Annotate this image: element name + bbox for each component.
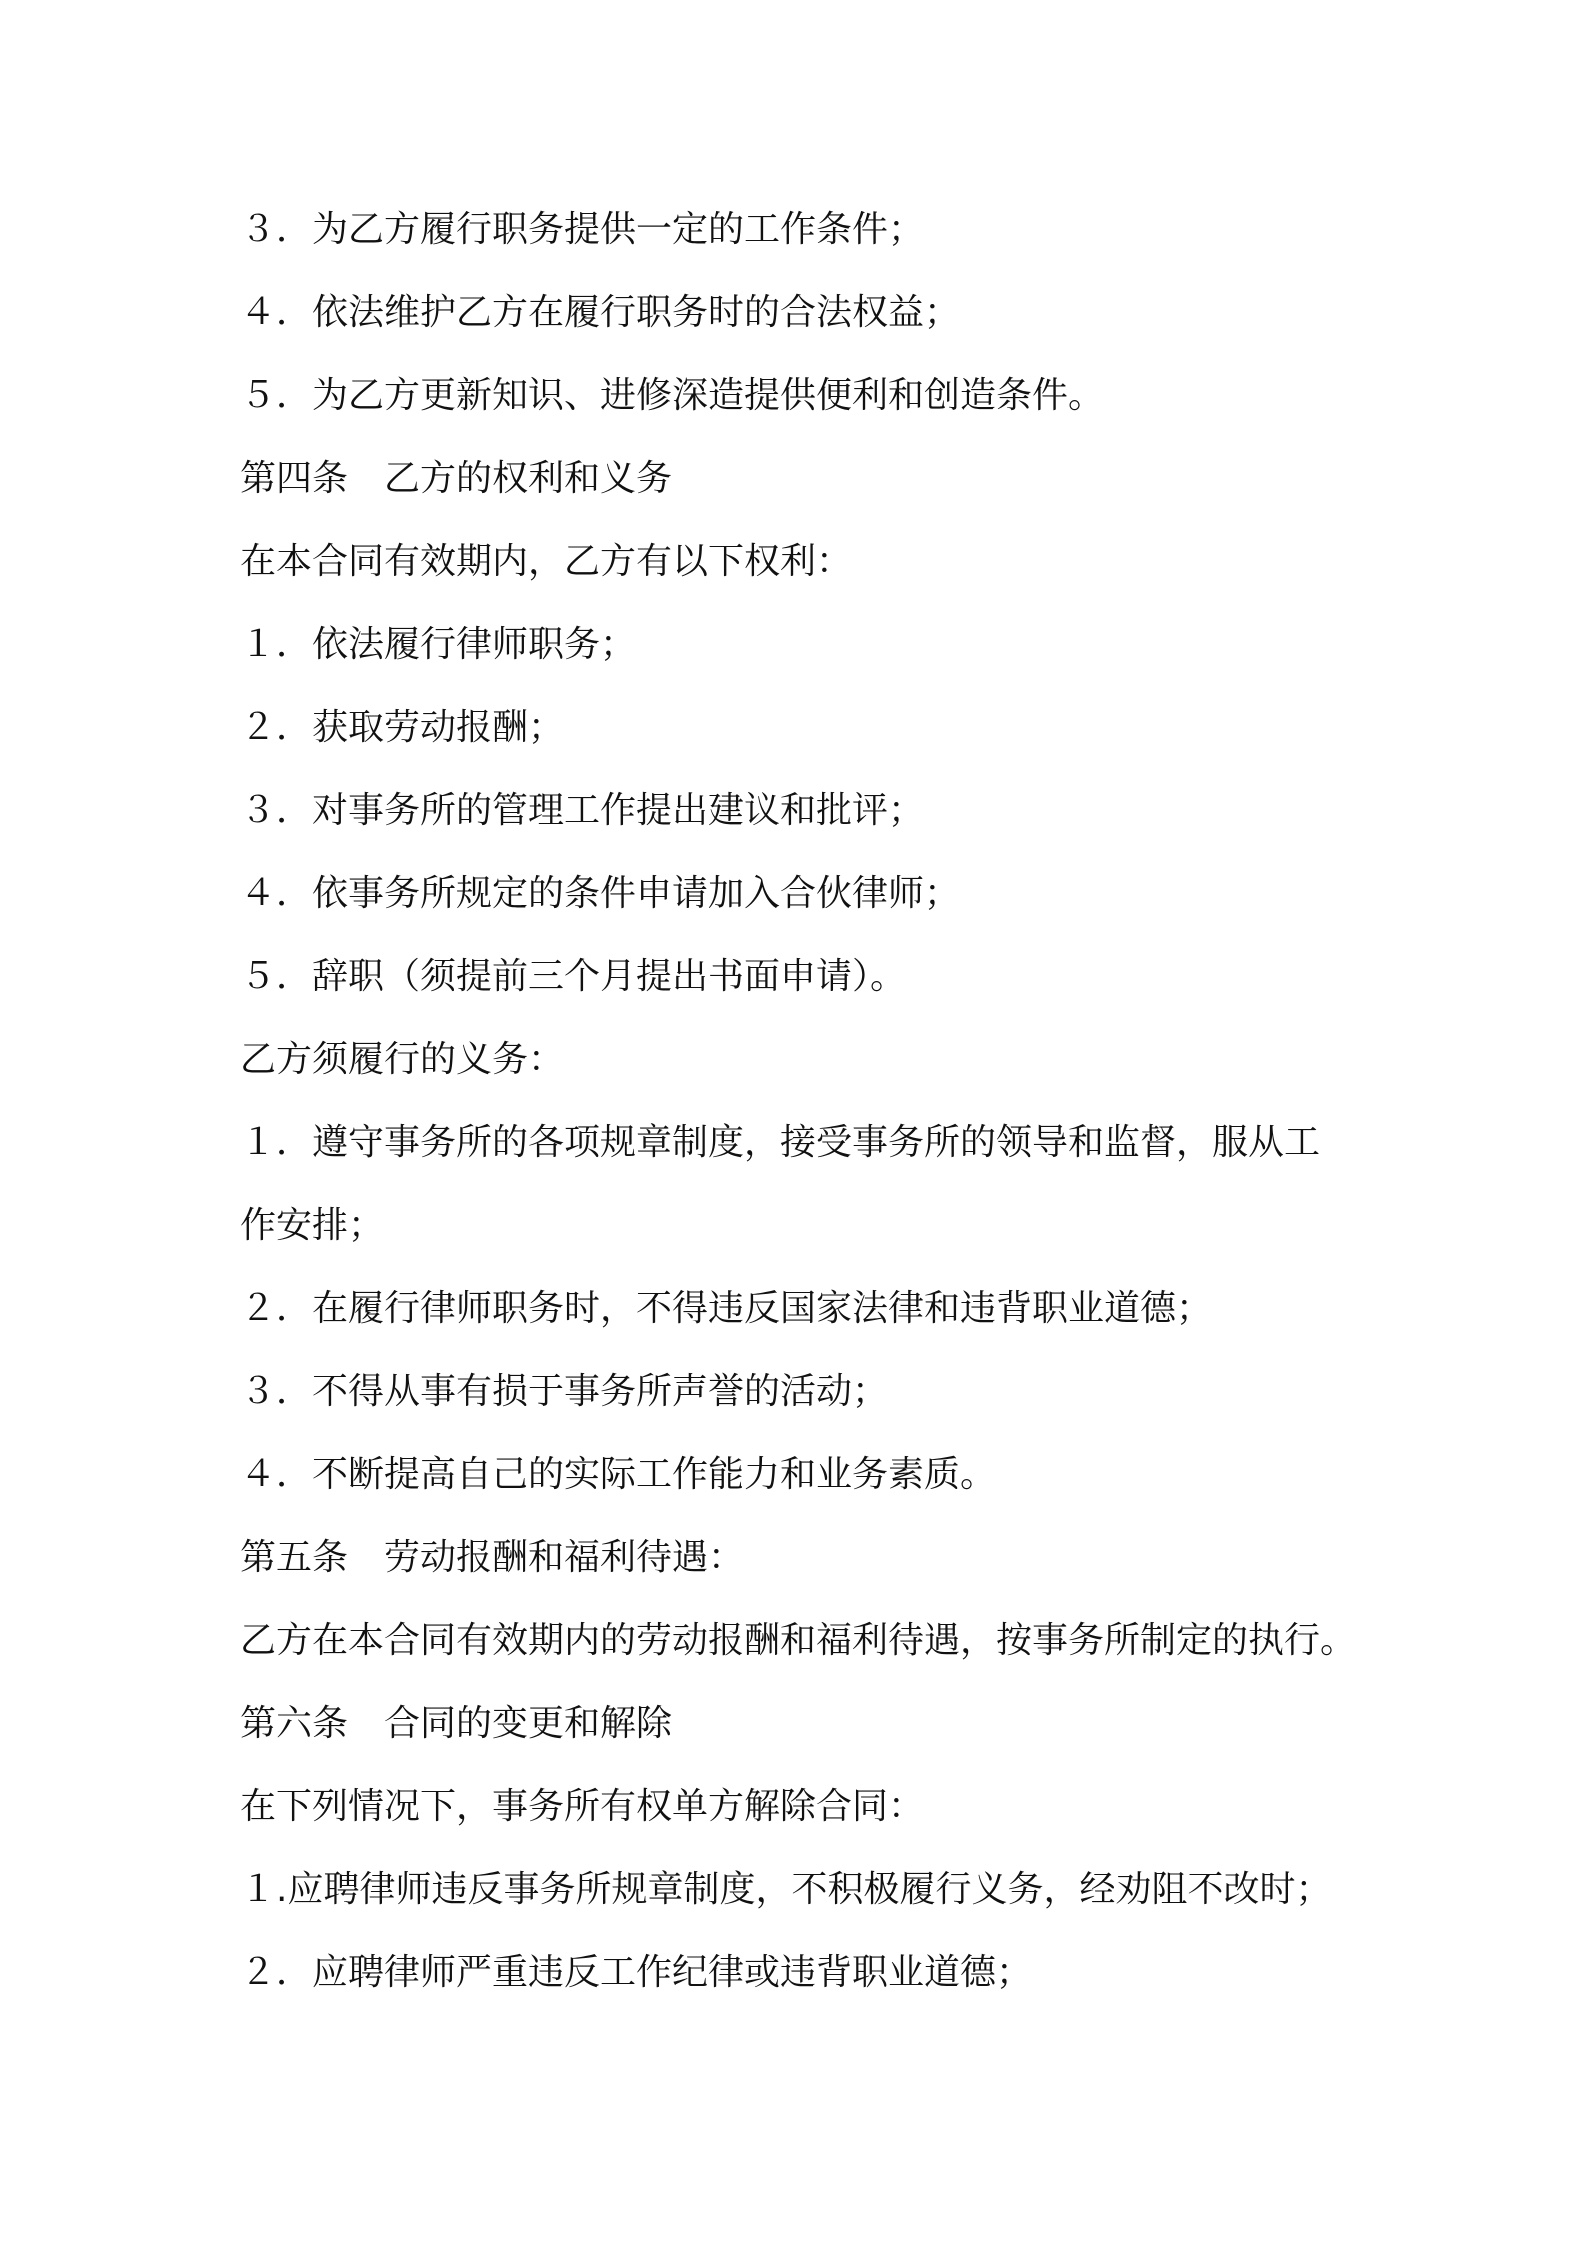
text-line-7: ２．获取劳动报酬； (240, 707, 565, 748)
text-line-13: 作安排； (240, 1205, 385, 1246)
article-5-heading: 第五条 劳动报酬和福利待遇： (240, 1537, 745, 1578)
text-line-12: １．遵守事务所的各项规章制度，接受事务所的领导和监督，服从工 (240, 1122, 1321, 1163)
text-line-6: １．依法履行律师职务； (240, 624, 637, 665)
text-line-10: ５．辞职（须提前三个月提出书面申请）。 (240, 956, 907, 997)
text-line-18: 乙方在本合同有效期内的劳动报酬和福利待遇，按事务所制定的执行。 (240, 1620, 1357, 1661)
text-line-21: １.应聘律师违反事务所规章制度，不积极履行义务，经劝阻不改时； (240, 1869, 1332, 1910)
text-line-9: ４．依事务所规定的条件申请加入合伙律师； (240, 873, 961, 914)
text-line-16: ４．不断提高自己的实际工作能力和业务素质。 (240, 1454, 997, 1495)
text-line-11: 乙方须履行的义务： (240, 1039, 565, 1080)
text-line-2: ４．依法维护乙方在履行职务时的合法权益； (240, 292, 961, 333)
text-line-22: ２．应聘律师严重违反工作纪律或违背职业道德； (240, 1952, 1033, 1993)
text-line-8: ３．对事务所的管理工作提出建议和批评； (240, 790, 925, 831)
text-line-14: ２．在履行律师职务时，不得违反国家法律和违背职业道德； (240, 1288, 1213, 1329)
text-line-15: ３．不得从事有损于事务所声誉的活动； (240, 1371, 889, 1412)
text-line-20: 在下列情况下，事务所有权单方解除合同： (240, 1786, 925, 1827)
article-4-heading: 第四条 乙方的权利和义务 (240, 458, 673, 499)
text-line-3: ５．为乙方更新知识、进修深造提供便利和创造条件。 (240, 375, 1105, 416)
text-line-5: 在本合同有效期内，乙方有以下权利： (240, 541, 853, 582)
document-page (240, 196, 1380, 2022)
article-6-heading: 第六条 合同的变更和解除 (240, 1703, 673, 1744)
text-line-1: ３．为乙方履行职务提供一定的工作条件； (240, 209, 925, 250)
